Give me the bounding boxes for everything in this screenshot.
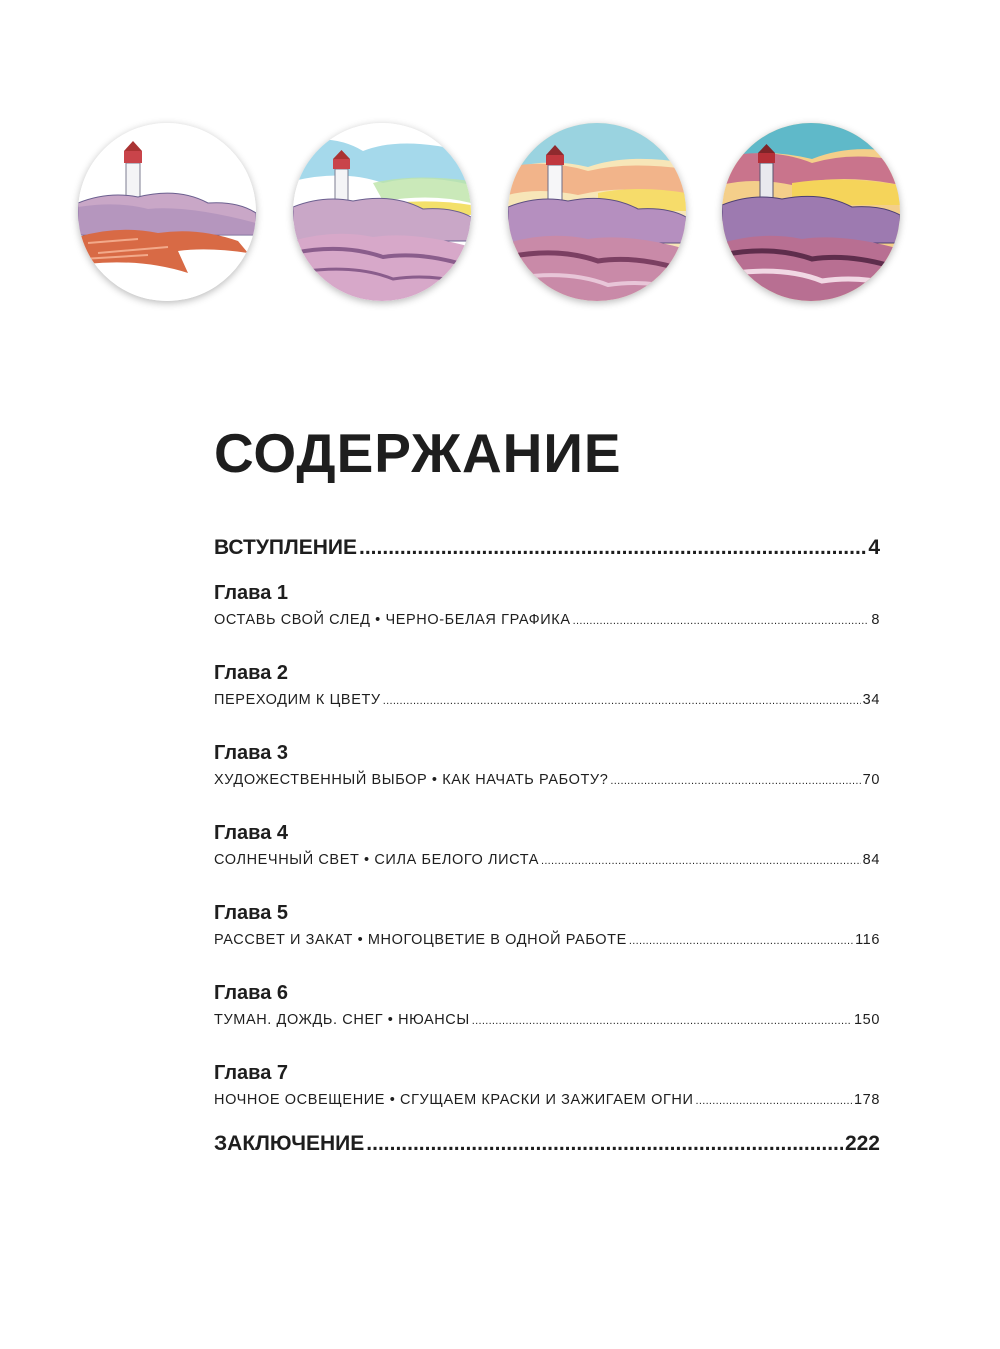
chapter-heading-4: Глава 4 [214,822,289,844]
toc-entry-page: 84 [862,852,880,868]
chapter-heading-7: Глава 7 [214,1062,289,1084]
lighthouse-illustration-3 [508,123,686,301]
toc-intro-label: ВСТУПЛЕНИЕ [214,536,358,559]
leader-dots [366,1132,843,1156]
toc-entry-page: 116 [855,932,880,948]
toc-outro-page: 222 [844,1132,880,1155]
chapter-heading-5: Глава 5 [214,902,289,924]
chapter-heading-6: Глава 6 [214,982,289,1004]
toc-entry-page: 178 [854,1092,880,1108]
toc-entry-4[interactable] [214,852,880,890]
toc-entry-label: СОЛНЕЧНЫЙ СВЕТ • СИЛА БЕЛОГО ЛИСТА [214,852,539,868]
toc-entry-label: ХУДОЖЕСТВЕННЫЙ ВЫБОР • КАК НАЧАТЬ РАБОТУ? [214,772,609,788]
toc-entry-label: ТУМАН. ДОЖДЬ. СНЕГ • НЮАНСЫ [214,1012,470,1028]
toc-outro[interactable] [214,1132,880,1166]
toc-entry-7[interactable] [214,1092,880,1130]
leader-dots [541,855,861,867]
lighthouse-image-3 [508,123,686,301]
chapter-heading-3: Глава 3 [214,742,289,764]
chapter-heading-1: Глава 1 [214,582,289,604]
leader-dots [629,935,853,947]
toc-entry-page: 34 [862,692,880,708]
toc-intro[interactable] [214,536,880,570]
toc-entry-label: НОЧНОЕ ОСВЕЩЕНИЕ • СГУЩАЕМ КРАСКИ И ЗАЖИГАЕМ ОГНИ [214,1092,694,1108]
toc-intro-page: 4 [868,536,880,559]
leader-dots [610,775,860,787]
toc-entry-label: ПЕРЕХОДИМ К ЦВЕТУ [214,692,381,708]
toc-entry-3[interactable] [214,772,880,810]
lighthouse-illustration-1 [78,123,256,301]
toc-entry-6[interactable] [214,1012,880,1050]
illustration-strip [78,123,898,303]
leader-dots [359,536,866,560]
page-title: СОДЕРЖАНИЕ [214,422,622,484]
leader-dots [383,695,861,707]
leader-dots [573,615,870,627]
leader-dots [696,1095,853,1107]
lighthouse-image-4 [722,123,900,301]
table-of-contents [214,536,880,1166]
lighthouse-image-1 [78,123,256,301]
chapter-heading-2: Глава 2 [214,662,289,684]
toc-entry-2[interactable] [214,692,880,730]
leader-dots [472,1015,852,1027]
toc-entry-page: 8 [871,612,880,628]
lighthouse-image-2 [293,123,471,301]
toc-entry-5[interactable] [214,932,880,970]
toc-entry-page: 150 [854,1012,880,1028]
toc-outro-label: ЗАКЛЮЧЕНИЕ [214,1132,365,1155]
lighthouse-illustration-4 [722,123,900,301]
toc-entry-1[interactable] [214,612,880,650]
toc-entry-page: 70 [862,772,880,788]
lighthouse-illustration-2 [293,123,471,301]
toc-entry-label: РАССВЕТ И ЗАКАТ • МНОГОЦВЕТИЕ В ОДНОЙ РАБОТЕ [214,932,627,948]
toc-entry-label: ОСТАВЬ СВОЙ СЛЕД • ЧЕРНО-БЕЛАЯ ГРАФИКА [214,612,571,628]
